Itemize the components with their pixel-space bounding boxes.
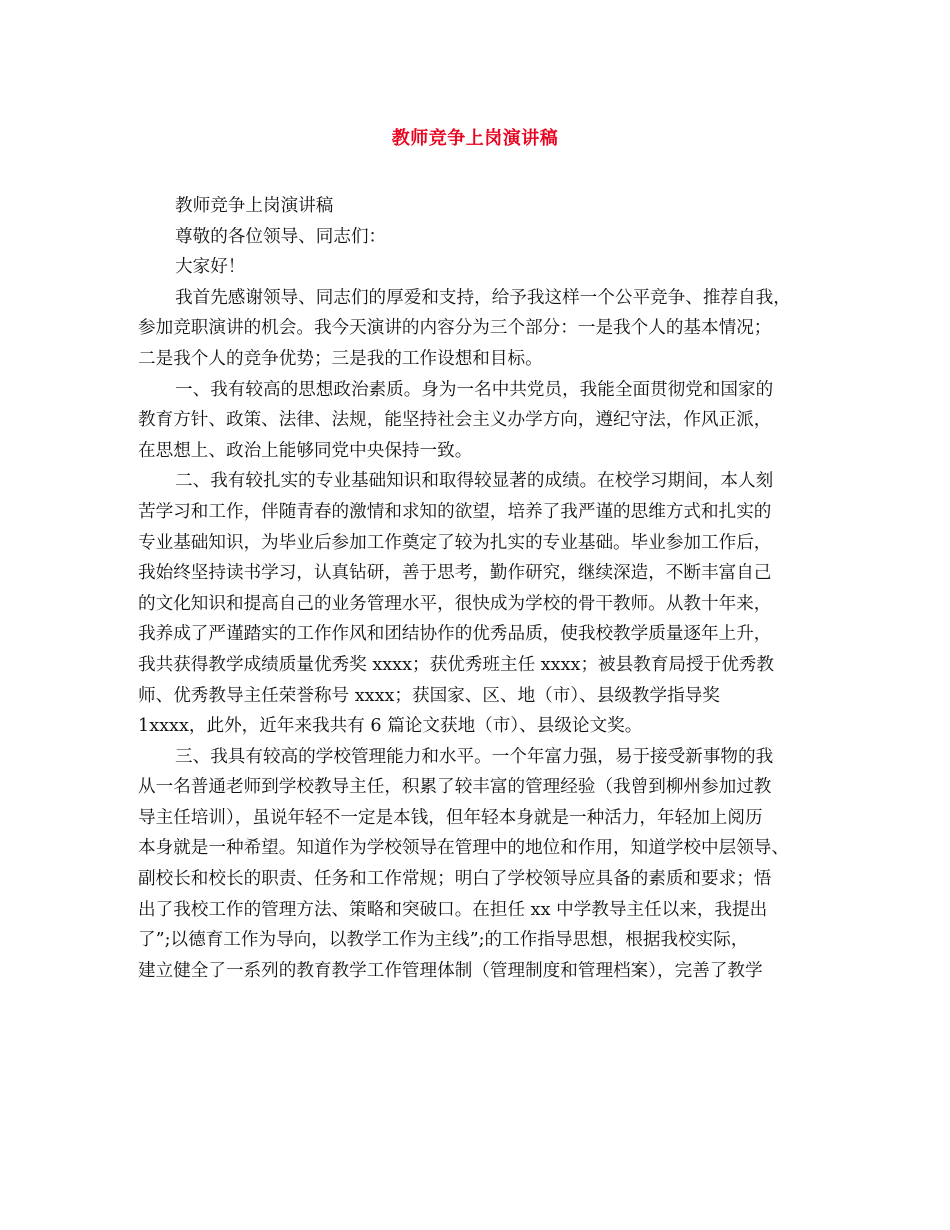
body-line: 二是我个人的竞争优势；三是我的工作设想和目标。 (138, 348, 543, 369)
body-line: 师、优秀教导主任荣誉称号 xxxx；获国家、区、地（市）、县级教学指导奖 (138, 685, 720, 706)
body-line: 从一名普通老师到学校教导主任，积累了较丰富的管理经验（我曾到柳州参加过教 (138, 777, 772, 798)
body-line: 二、我有较扎实的专业基础知识和取得较显著的成绩。在校学习期间，本人刻 (175, 471, 774, 492)
body-line: 本身就是一种希望。知道作为学校领导在管理中的地位和作用，知道学校中层领导、 (138, 838, 789, 859)
body-line: 参加竞职演讲的机会。我今天演讲的内容分为三个部分：一是我个人的基本情况； (138, 318, 772, 339)
body-line: 我养成了严谨踏实的工作作风和团结协作的优秀品质，使我校教学质量逐年上升， (138, 624, 772, 645)
body-line: 大家好！ (175, 257, 246, 278)
body-line: 教师竞争上岗演讲稿 (175, 196, 334, 216)
body-line: 导主任培训），虽说年轻不一定是本钱，但年轻本身就是一种活力，年轻加上阅历 (138, 807, 763, 828)
document-title: 教师竞争上岗演讲稿 (391, 128, 559, 149)
body-line: 的文化知识和提高自己的业务管理水平，很快成为学校的骨干教师。从教十年来， (138, 593, 772, 614)
document-body (138, 191, 828, 986)
body-line: 副校长和校长的职责、任务和工作常规；明白了学校领导应具备的素质和要求；悟 (138, 869, 772, 890)
body-line: 苦学习和工作，伴随青春的激情和求知的欲望，培养了我严谨的思维方式和扎实的 (138, 501, 772, 522)
body-line: 尊敬的各位领导、同志们： (175, 226, 387, 247)
body-line: 我首先感谢领导、同志们的厚爱和支持，给予我这样一个公平竞争、推荐自我， (175, 287, 791, 308)
body-line: 1xxxx，此外，近年来我共有 6 篇论文获地（市）、县级论文奖。 (138, 716, 643, 737)
body-line: 了”;以德育工作为导向，以教学工作为主线”;的工作指导思想，根据我校实际， (138, 930, 749, 951)
body-line: 专业基础知识，为毕业后参加工作奠定了较为扎实的专业基础。毕业参加工作后， (138, 532, 772, 553)
body-line: 在思想上、政治上能够同党中央保持一致。 (138, 440, 473, 461)
body-line: 三、我具有较高的学校管理能力和水平。一个年富力强，易于接受新事物的我 (175, 746, 774, 767)
body-line: 我始终坚持读书学习，认真钻研，善于思考，勤作研究，继续深造，不断丰富自己 (138, 563, 772, 584)
body-line: 一、我有较高的思想政治素质。身为一名中共党员，我能全面贯彻党和国家的 (175, 379, 774, 400)
body-line: 建立健全了一系列的教育教学工作管理体制（管理制度和管理档案），完善了教学 (138, 960, 763, 981)
body-line: 我共获得教学成绩质量优秀奖 xxxx；获优秀班主任 xxxx；被县教育局授于优秀教 (138, 654, 774, 675)
body-line: 出了我校工作的管理方法、策略和突破口。在担任 xx 中学教导主任以来，我提出 (138, 899, 768, 920)
body-line: 教育方针、政策、法律、法规，能坚持社会主义办学方向，遵纪守法，作风正派， (138, 410, 772, 431)
